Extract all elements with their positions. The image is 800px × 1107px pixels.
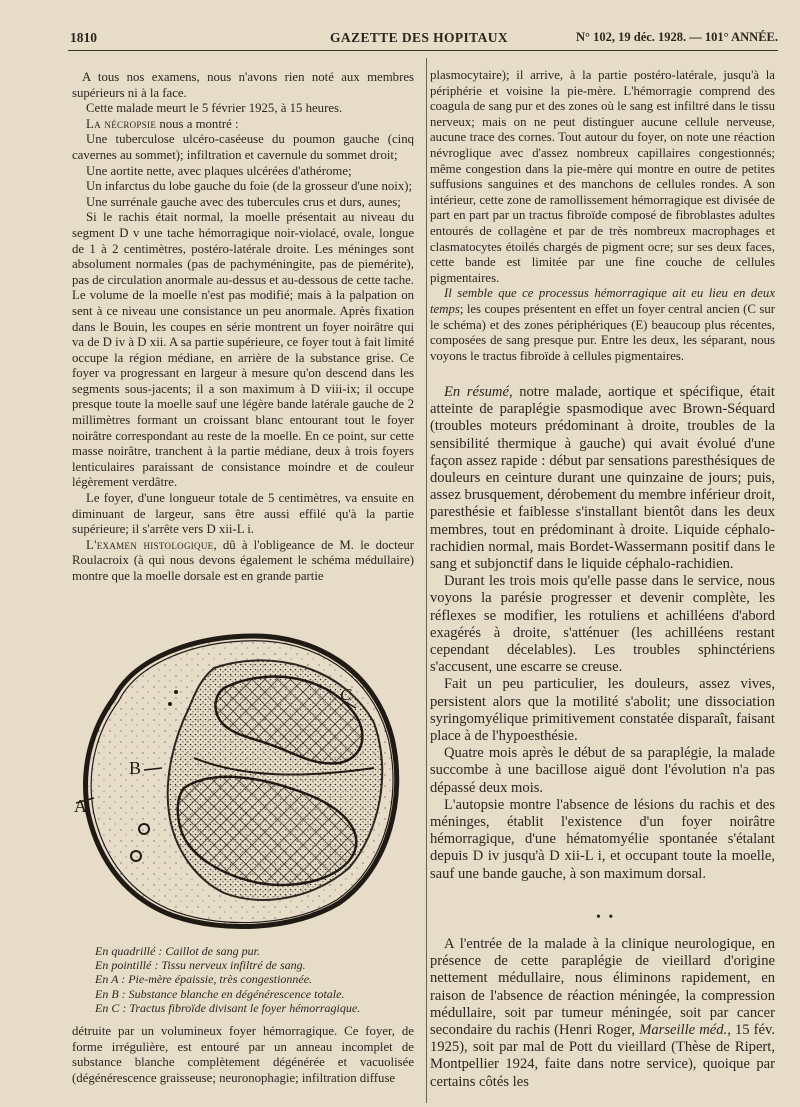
paragraph: Si le rachis était normal, la moelle présentait au niveau du segment D v une tache hémorragique noir-violacé, ovale, longue de 1 à 2 centimètres, postéro-latérale droite. Les méninges sont absolument normales (pas de pachyméningite, pas de piemérite), pas de circulation anormale au-dessus et au-dessous de cette tache. Le volume de la moelle n'est pas modifié; mais à la palpation on sent à ce niveau une consistance un peu anormale. Après fixation dans le Bouin, les coupes en série montrent un foyer noirâtre qui va de D iv à D xii. A sa partie supérieure, ce foyer tout à fait limité occupe la région médiane, en arrière de la substance grise. Ce foyer va progressant en largeur à mesure qu'on descend dans les segments sous-jacents; il a son maximum à D viii-ix; il occupe presque toute la moelle sauf une légère bande latérale gauche de 2 millimètres formant un croissant blanc entourant tout le foyer noirâtre correspondant au reste de la moelle. En ce point, sur cette masse noirâtre, tranchent à la partie médiane, deux à trois foyers lenticulaires paraissant de consistance moindre et de couleur légèrement verdâtre. [72,210,414,490]
header-rule [68,50,778,51]
paragraph-text: , 15 fév. 1925), soit par mal de Pott du vieillard (Thèse de Ripert, Montpellier 1924, faite dans notre service), quoique par certains côtés les [430,1022,775,1090]
paragraph: L'autopsie montre l'absence de lésions du rachis et des méninges, établit l'existence d'un foyer noirâtre hémorragique, d'une hématomyélie spontanée s'étalant depuis D iv jusqu'à D xii-L i, et occupant toute la moelle, sauf une bande gauche, à son maximum dorsal. [430,796,775,882]
paragraph: Fait un peu particulier, les douleurs, assez vives, persistent alors que la motilité s'abolit; une dissociation syringomyélique primitivement constatée disparaît, faisant place à de l'hypoesthésie. [430,676,775,745]
caption-line: En quadrillé : Caillot de sang pur. [95,944,260,958]
journal-title: GAZETTE DES HOPITAUX [330,30,509,45]
emphasis: En résumé [444,384,509,400]
caption-line: En C : Tractus fibroïde divisant le foyer hémorragique. [95,1000,361,1015]
paragraph: plasmocytaire); il arrive, à la partie postéro-latérale, jusqu'à la périphérie et voisine la pie-mère. L'hémorragie comprend des coagula de sang pur et des zones où le sang est infiltré dans le tissu nerveux; mais on ne peut distinguer aucune cellule nerveuse, aucune trace des cornes. Tout autour du foyer, on note une réaction névroglique avec d'assez nombreux capillaires congestionnés; même congestion dans la pie-mère qui montre en outre de petites suffusions sanguines et des manchons de cellules rondes. A son intérieur, cette zone de ramollissement hémorragique est divisée de part en part par un tractus fibroïde composé de fibroblastes adultes entourés de collagène et par de très nombreux macrophages et clasmatocytes étoilés chargés de pigment ocre; sur ses deux faces, cette bande est limitée par une fine couche de cellules pigmentaires. [430,68,775,285]
right-column-summary [430,384,775,883]
figure-caption [95,944,415,1015]
right-column-top [430,68,775,364]
left-column-top [72,70,414,585]
caption-line: En B : Substance blanche en dégénérescence totale. [95,986,345,1001]
caption-line: En pointillé : Tissu nerveux infiltré de sang. [95,958,306,973]
paragraph-text: A l'entrée de la malade à la clinique neurologique, en présence de cette paraplégie de vieillard d'origine nettement médullaire, nous éliminons rapidement, en raison de l'absence de réaction méningée, la compression médullaire, soit par tumeur méningée, soit par cancer secondaire du rachis (Henri Roger, [430,936,775,1039]
paragraph [430,936,775,1091]
emphasis: Marseille méd. [639,1022,728,1039]
run-in-heading: La nécropsie [86,116,157,131]
label-c: C [340,685,352,704]
caption-line: En A : Pie-mère épaissie, très congestionnée. [95,972,313,987]
vacuole [174,690,178,694]
paragraph [430,286,775,364]
paragraph: Le foyer, d'une longueur totale de 5 centimètres, va ensuite en diminuant de largeur, sans être aussi effilé qu'à la partie supérieure; il s'arrête vers D xii-L i. [72,491,414,537]
label-b: B [129,758,142,778]
paragraph: détruite par un volumineux foyer hémorragique. Ce foyer, de forme irrégulière, est entouré par un anneau incomplet de substance blanche complètement dégénérée et vacuolisée (dégénérescence graisseuse; neuronophagie; infiltration diffuse [72,1024,414,1085]
paragraph-text: nous a montré : [156,116,239,131]
section-separator: • • [596,910,616,925]
paragraph-text: , dû à l'obligeance de M. le docteur Roulacroix (à qui nous devons également le schéma médullaire) montre que la moelle dorsale est en grande partie [72,537,414,583]
right-column-bottom [430,936,775,1091]
paragraph: Cette malade meurt le 5 février 1925, à 15 heures. [86,101,343,116]
emphasis: Il semble que ce processus hémorragique ait eu lieu en deux temps [430,286,775,316]
list-item: Une surrénale gauche avec des tubercules crus et durs, aunes; [86,194,401,209]
spinal-cord-diagram [74,628,404,933]
paragraph-text: , notre malade, aortique et spécifique, était atteinte de paraplégie spasmodique avec Brown-Séquard (troubles moteurs prédominant à droite, troubles de la sensibilité thermique à gauche) qui avait évolué d'une façon assez rapide : début par sensations paresthésiques de douleurs en ceinture durant une quinzaine de jours; puis, assez brusquement, dérobement du membre inférieur droit, paresthésie et faiblesse s'installant bientôt dans les deux membres, tout en prédominant à droite. Liquide céphalo-rachidien normal, mais Bordet-Wassermann positif dans le sang et subjonctif dans le liquide céphalo-rachidien. [430,384,775,573]
paragraph [430,384,775,573]
paragraph: Quatre mois après le début de sa paraplégie, la malade succombe à une bacillose aiguë dont l'évolution n'a pas dépassé deux mois. [430,745,775,796]
list-item: Une tuberculose ulcéro-caséeuse du poumon gauche (cinq cavernes au sommet); infiltration et cavernule du sommet droit; [72,132,414,162]
column-divider [426,58,427,1103]
vacuole [168,702,172,706]
paragraph: A tous nos examens, nous n'avons rien noté aux membres supérieurs ni à la face. [72,70,414,100]
issue-info: N° 102, 19 déc. 1928. — 101° ANNÉE. [575,30,778,44]
paragraph: Durant les trois mois qu'elle passe dans le service, nous voyons la parésie progresser et devenir complète, les réflexes se modifier, les rotuliens et achilléens d'abord exagérés à droite, s'atténuer (les achilléens restant cependant décelables). Les troubles sphinctériens s'accusent, une escarre se creuse. [430,573,775,676]
page-number: 1810 [70,30,97,45]
label-a: A [74,796,87,816]
page-header [70,30,778,50]
left-column-bottom [72,1024,414,1086]
run-in-heading: L'examen histologique [86,537,214,552]
paragraph [72,538,414,585]
paragraph [72,117,414,133]
list-item: Une aortite nette, avec plaques ulcérées d'athérome; [86,163,352,178]
list-item: Un infarctus du lobe gauche du foie (de la grosseur d'une noix); [86,179,413,194]
paragraph-text: ; les coupes présentent en effet un foyer central ancien (C sur le schéma) et des zones périphériques (E) beaucoup plus récentes, composées de sang presque pur. Entre les deux, les séparant, nous voyons le tractus fibroïde à cellules pigmentaires. [430,301,775,363]
